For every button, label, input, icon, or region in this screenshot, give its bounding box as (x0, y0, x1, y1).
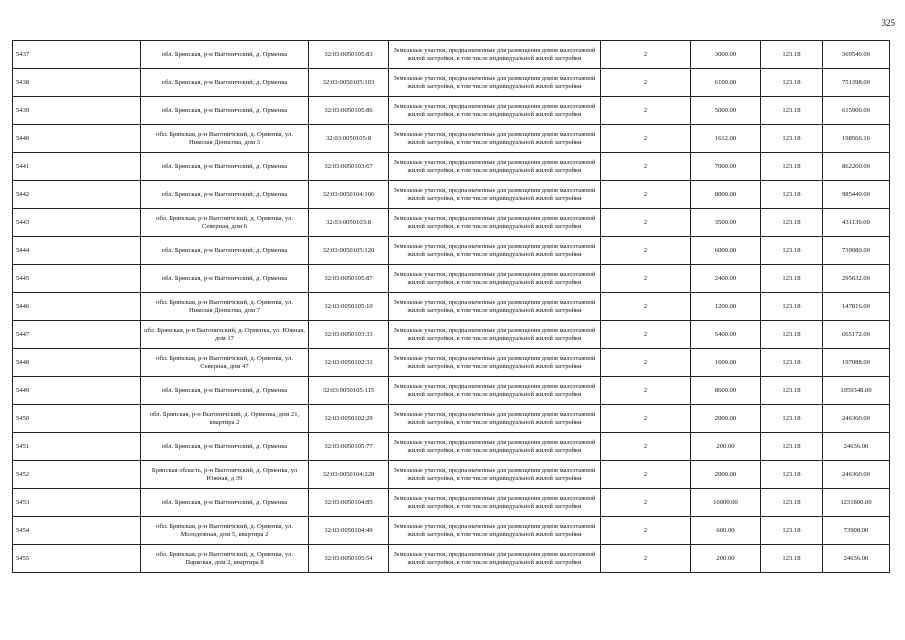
table-row (13, 209, 890, 237)
cell-land-purpose: Земельные участки, предназначенные для размещения домов малоэтажной жилой застройки, в том числе индивидуальной жилой застройки (389, 349, 601, 377)
cell-cadastral-number: 32:03:0050104:85 (309, 489, 389, 517)
cell-rate: 123.18 (761, 41, 823, 69)
cell-cadastral-number: 32:03:0050104:106 (309, 181, 389, 209)
table-row (13, 265, 890, 293)
cell-cadastral-number: 32:03:0050102:31 (309, 349, 389, 377)
cell-rate: 123.18 (761, 433, 823, 461)
cell-area: 3500.00 (691, 209, 761, 237)
cell-cadastral-value: 24636.00 (823, 545, 890, 573)
cell-record-number: 5453 (13, 489, 141, 517)
cell-rate: 123.18 (761, 265, 823, 293)
cell-land-purpose: Земельные участки, предназначенные для размещения домов малоэтажной жилой застройки, в том числе индивидуальной жилой застройки (389, 153, 601, 181)
cell-rate: 123.18 (761, 209, 823, 237)
cell-address: обл. Брянская, р-н Выгоничский, д. Орменка (141, 69, 309, 97)
cell-cadastral-value: 751398.00 (823, 69, 890, 97)
cell-cadastral-number: 32:03:0050103:67 (309, 153, 389, 181)
cell-category: 2 (601, 237, 691, 265)
cell-area: 5000.00 (691, 97, 761, 125)
cell-category: 2 (601, 293, 691, 321)
cell-cadastral-value: 198566.16 (823, 125, 890, 153)
cell-cadastral-value: 246360.00 (823, 461, 890, 489)
cell-cadastral-value: 862260.00 (823, 153, 890, 181)
cell-land-purpose: Земельные участки, предназначенные для размещения домов малоэтажной жилой застройки, в том числе индивидуальной жилой застройки (389, 545, 601, 573)
page-number: 325 (881, 18, 895, 28)
cell-land-purpose: Земельные участки, предназначенные для размещения домов малоэтажной жилой застройки, в том числе индивидуальной жилой застройки (389, 181, 601, 209)
cell-address: обл. Брянская, р-н Выгоничский, д. Орменка (141, 377, 309, 405)
cell-record-number: 5441 (13, 153, 141, 181)
cell-rate: 123.18 (761, 237, 823, 265)
table-row (13, 181, 890, 209)
cell-land-purpose: Земельные участки, предназначенные для размещения домов малоэтажной жилой застройки, в том числе индивидуальной жилой застройки (389, 125, 601, 153)
cell-category: 2 (601, 265, 691, 293)
cell-land-purpose: Земельные участки, предназначенные для размещения домов малоэтажной жилой застройки, в том числе индивидуальной жилой застройки (389, 405, 601, 433)
cell-address: Брянская область, р-н Выгоничский, д. Орменка, ул Южная, д 39 (141, 461, 309, 489)
cell-record-number: 5444 (13, 237, 141, 265)
cell-cadastral-value: 24636.00 (823, 433, 890, 461)
cell-rate: 123.18 (761, 517, 823, 545)
cell-address: обл. Брянская, р-н Выгоничский, д. Орменка (141, 237, 309, 265)
cell-cadastral-number: 32:03:0050105:103 (309, 69, 389, 97)
cell-address: обл. Брянская, р-н Выгоничский, д. Орменка (141, 433, 309, 461)
cell-category: 2 (601, 433, 691, 461)
cell-category: 2 (601, 181, 691, 209)
cell-land-purpose: Земельные участки, предназначенные для размещения домов малоэтажной жилой застройки, в том числе индивидуальной жилой застройки (389, 433, 601, 461)
table-row (13, 433, 890, 461)
cell-record-number: 5440 (13, 125, 141, 153)
cell-address: обл. Брянская, р-н Выгоничский, д. Орменка (141, 153, 309, 181)
cell-rate: 123.18 (761, 125, 823, 153)
cell-cadastral-number: 32:03:0050105:87 (309, 265, 389, 293)
cell-record-number: 5445 (13, 265, 141, 293)
cell-rate: 123.18 (761, 377, 823, 405)
cell-category: 2 (601, 405, 691, 433)
table-row (13, 69, 890, 97)
cell-area: 8600.00 (691, 377, 761, 405)
cell-land-purpose: Земельные участки, предназначенные для размещения домов малоэтажной жилой застройки, в том числе индивидуальной жилой застройки (389, 265, 601, 293)
cell-address: обл. Брянская, р-н Выгоничский, д. Орменка, ул. Молодежная, дом 5, квартира 2 (141, 517, 309, 545)
cell-rate: 123.18 (761, 545, 823, 573)
cell-area: 1600.00 (691, 349, 761, 377)
cell-cadastral-value: 985440.00 (823, 181, 890, 209)
cell-rate: 123.18 (761, 97, 823, 125)
cell-address: обл. Брянская, р-н Выгоничский, д. Орменка (141, 97, 309, 125)
cell-land-purpose: Земельные участки, предназначенные для размещения домов малоэтажной жилой застройки, в том числе индивидуальной жилой застройки (389, 321, 601, 349)
cell-cadastral-number: 32:03:0050105:8 (309, 125, 389, 153)
cell-record-number: 5442 (13, 181, 141, 209)
cell-area: 600.00 (691, 517, 761, 545)
table-row (13, 489, 890, 517)
table-row (13, 545, 890, 573)
cell-category: 2 (601, 377, 691, 405)
cell-cadastral-number: 32:03:0050105:77 (309, 433, 389, 461)
table-row (13, 125, 890, 153)
cell-category: 2 (601, 125, 691, 153)
cell-land-purpose: Земельные участки, предназначенные для размещения домов малоэтажной жилой застройки, в том числе индивидуальной жилой застройки (389, 97, 601, 125)
table-row (13, 153, 890, 181)
table-row (13, 377, 890, 405)
cell-area: 2000.00 (691, 405, 761, 433)
cell-land-purpose: Земельные участки, предназначенные для размещения домов малоэтажной жилой застройки, в том числе индивидуальной жилой застройки (389, 237, 601, 265)
cell-rate: 123.18 (761, 349, 823, 377)
cell-record-number: 5446 (13, 293, 141, 321)
cell-rate: 123.18 (761, 461, 823, 489)
cell-land-purpose: Земельные участки, предназначенные для размещения домов малоэтажной жилой застройки, в том числе индивидуальной жилой застройки (389, 41, 601, 69)
cell-area: 3000.00 (691, 41, 761, 69)
cell-area: 8000.00 (691, 181, 761, 209)
cell-category: 2 (601, 209, 691, 237)
cell-cadastral-value: 431130.00 (823, 209, 890, 237)
cell-category: 2 (601, 461, 691, 489)
cell-address: обл. Брянская, р-н Выгоничский, д. Орменка, ул. Северная, дом 47 (141, 349, 309, 377)
cell-category: 2 (601, 321, 691, 349)
cell-area: 1612.00 (691, 125, 761, 153)
cell-cadastral-number: 32:03:0050105:83 (309, 41, 389, 69)
cell-record-number: 5443 (13, 209, 141, 237)
cell-record-number: 5450 (13, 405, 141, 433)
table-row (13, 349, 890, 377)
land-registry-table (12, 40, 890, 573)
cell-cadastral-number: 32:03:0050105:54 (309, 545, 389, 573)
table-row (13, 41, 890, 69)
table-row (13, 461, 890, 489)
table-row (13, 293, 890, 321)
cell-category: 2 (601, 69, 691, 97)
cell-rate: 123.18 (761, 489, 823, 517)
cell-area: 6000.00 (691, 237, 761, 265)
table-row (13, 97, 890, 125)
cell-address: обл. Брянская, р-н Выгоничский, д. Орменка, ул. Северная, дом 6 (141, 209, 309, 237)
cell-area: 200.00 (691, 433, 761, 461)
cell-category: 2 (601, 41, 691, 69)
cell-cadastral-value: 246360.00 (823, 405, 890, 433)
cell-record-number: 5451 (13, 433, 141, 461)
cell-record-number: 5454 (13, 517, 141, 545)
cell-record-number: 5439 (13, 97, 141, 125)
cell-cadastral-value: 1231800.00 (823, 489, 890, 517)
cell-cadastral-value: 197088.00 (823, 349, 890, 377)
cell-cadastral-number: 32:03:0050104:49 (309, 517, 389, 545)
cell-cadastral-value: 739080.00 (823, 237, 890, 265)
cell-address: обл. Брянская, р-н Выгоничский, д. Орменка (141, 181, 309, 209)
cell-cadastral-number: 32:03:0050103:33 (309, 321, 389, 349)
cell-record-number: 5447 (13, 321, 141, 349)
cell-rate: 123.18 (761, 153, 823, 181)
cell-cadastral-value: 1059348.00 (823, 377, 890, 405)
cell-land-purpose: Земельные участки, предназначенные для размещения домов малоэтажной жилой застройки, в том числе индивидуальной жилой застройки (389, 461, 601, 489)
cell-cadastral-value: 665172.00 (823, 321, 890, 349)
cell-cadastral-value: 369540.00 (823, 41, 890, 69)
cell-category: 2 (601, 545, 691, 573)
cell-category: 2 (601, 517, 691, 545)
cell-cadastral-number: 32:03:0050105:115 (309, 377, 389, 405)
cell-record-number: 5448 (13, 349, 141, 377)
cell-address: обл. Брянская, р-н Выгоничский, д. Орменка, дом 21, квартира 2 (141, 405, 309, 433)
cell-address: обл. Брянская, р-н Выгоничский, д. Орменка (141, 41, 309, 69)
cell-category: 2 (601, 153, 691, 181)
table-body (13, 41, 890, 573)
cell-land-purpose: Земельные участки, предназначенные для размещения домов малоэтажной жилой застройки, в том числе индивидуальной жилой застройки (389, 377, 601, 405)
cell-area: 200.00 (691, 545, 761, 573)
table-row (13, 405, 890, 433)
cell-cadastral-value: 615900.00 (823, 97, 890, 125)
cell-area: 6100.00 (691, 69, 761, 97)
cell-address: обл. Брянская, р-н Выгоничский, д. Орменка (141, 489, 309, 517)
cell-land-purpose: Земельные участки, предназначенные для размещения домов малоэтажной жилой застройки, в том числе индивидуальной жилой застройки (389, 517, 601, 545)
cell-category: 2 (601, 97, 691, 125)
cell-address: обл. Брянская, р-н Выгоничский, д. Орменка, ул. Николая Денисова, дом 7 (141, 293, 309, 321)
cell-cadastral-number: 32:03:0050103:8 (309, 209, 389, 237)
cell-area: 1200.00 (691, 293, 761, 321)
cell-cadastral-number: 32:03:0050102:29 (309, 405, 389, 433)
cell-address: обл. Брянская, р-н Выгоничский, д. Орменка, ул. Парковая, дом 2, квартира 8 (141, 545, 309, 573)
table-row (13, 237, 890, 265)
cell-address: обл. Брянская, р-н Выгоничский, д. Орменка, ул. Николая Денисова, дом 3 (141, 125, 309, 153)
cell-cadastral-value: 147816.00 (823, 293, 890, 321)
cell-category: 2 (601, 349, 691, 377)
cell-land-purpose: Земельные участки, предназначенные для размещения домов малоэтажной жилой застройки, в том числе индивидуальной жилой застройки (389, 489, 601, 517)
cell-rate: 123.18 (761, 405, 823, 433)
cell-cadastral-number: 32:03:0050105:86 (309, 97, 389, 125)
cell-area: 2400.00 (691, 265, 761, 293)
cell-cadastral-number: 32:03:0050105:120 (309, 237, 389, 265)
cell-record-number: 5452 (13, 461, 141, 489)
table-row (13, 321, 890, 349)
cell-rate: 123.18 (761, 321, 823, 349)
cell-cadastral-number: 32:03:0050104:228 (309, 461, 389, 489)
cell-record-number: 5449 (13, 377, 141, 405)
cell-rate: 123.18 (761, 293, 823, 321)
cell-land-purpose: Земельные участки, предназначенные для размещения домов малоэтажной жилой застройки, в том числе индивидуальной жилой застройки (389, 293, 601, 321)
cell-area: 5400.00 (691, 321, 761, 349)
table-row (13, 517, 890, 545)
cell-category: 2 (601, 489, 691, 517)
cell-address: обл. Брянская, р-н Выгоничский, д. Орменка (141, 265, 309, 293)
cell-record-number: 5455 (13, 545, 141, 573)
cell-address: обл. Брянская, р-н Выгоничский, д. Орменка, ул. Южная, дом 17 (141, 321, 309, 349)
cell-cadastral-value: 295632.00 (823, 265, 890, 293)
cell-land-purpose: Земельные участки, предназначенные для размещения домов малоэтажной жилой застройки, в том числе индивидуальной жилой застройки (389, 69, 601, 97)
cell-rate: 123.18 (761, 69, 823, 97)
cell-cadastral-value: 73908.00 (823, 517, 890, 545)
cell-record-number: 5437 (13, 41, 141, 69)
cell-land-purpose: Земельные участки, предназначенные для размещения домов малоэтажной жилой застройки, в том числе индивидуальной жилой застройки (389, 209, 601, 237)
cell-area: 10000.00 (691, 489, 761, 517)
cell-area: 2000.00 (691, 461, 761, 489)
cell-cadastral-number: 32:03:0050105:10 (309, 293, 389, 321)
cell-area: 7000.00 (691, 153, 761, 181)
cell-record-number: 5438 (13, 69, 141, 97)
cell-rate: 123.18 (761, 181, 823, 209)
